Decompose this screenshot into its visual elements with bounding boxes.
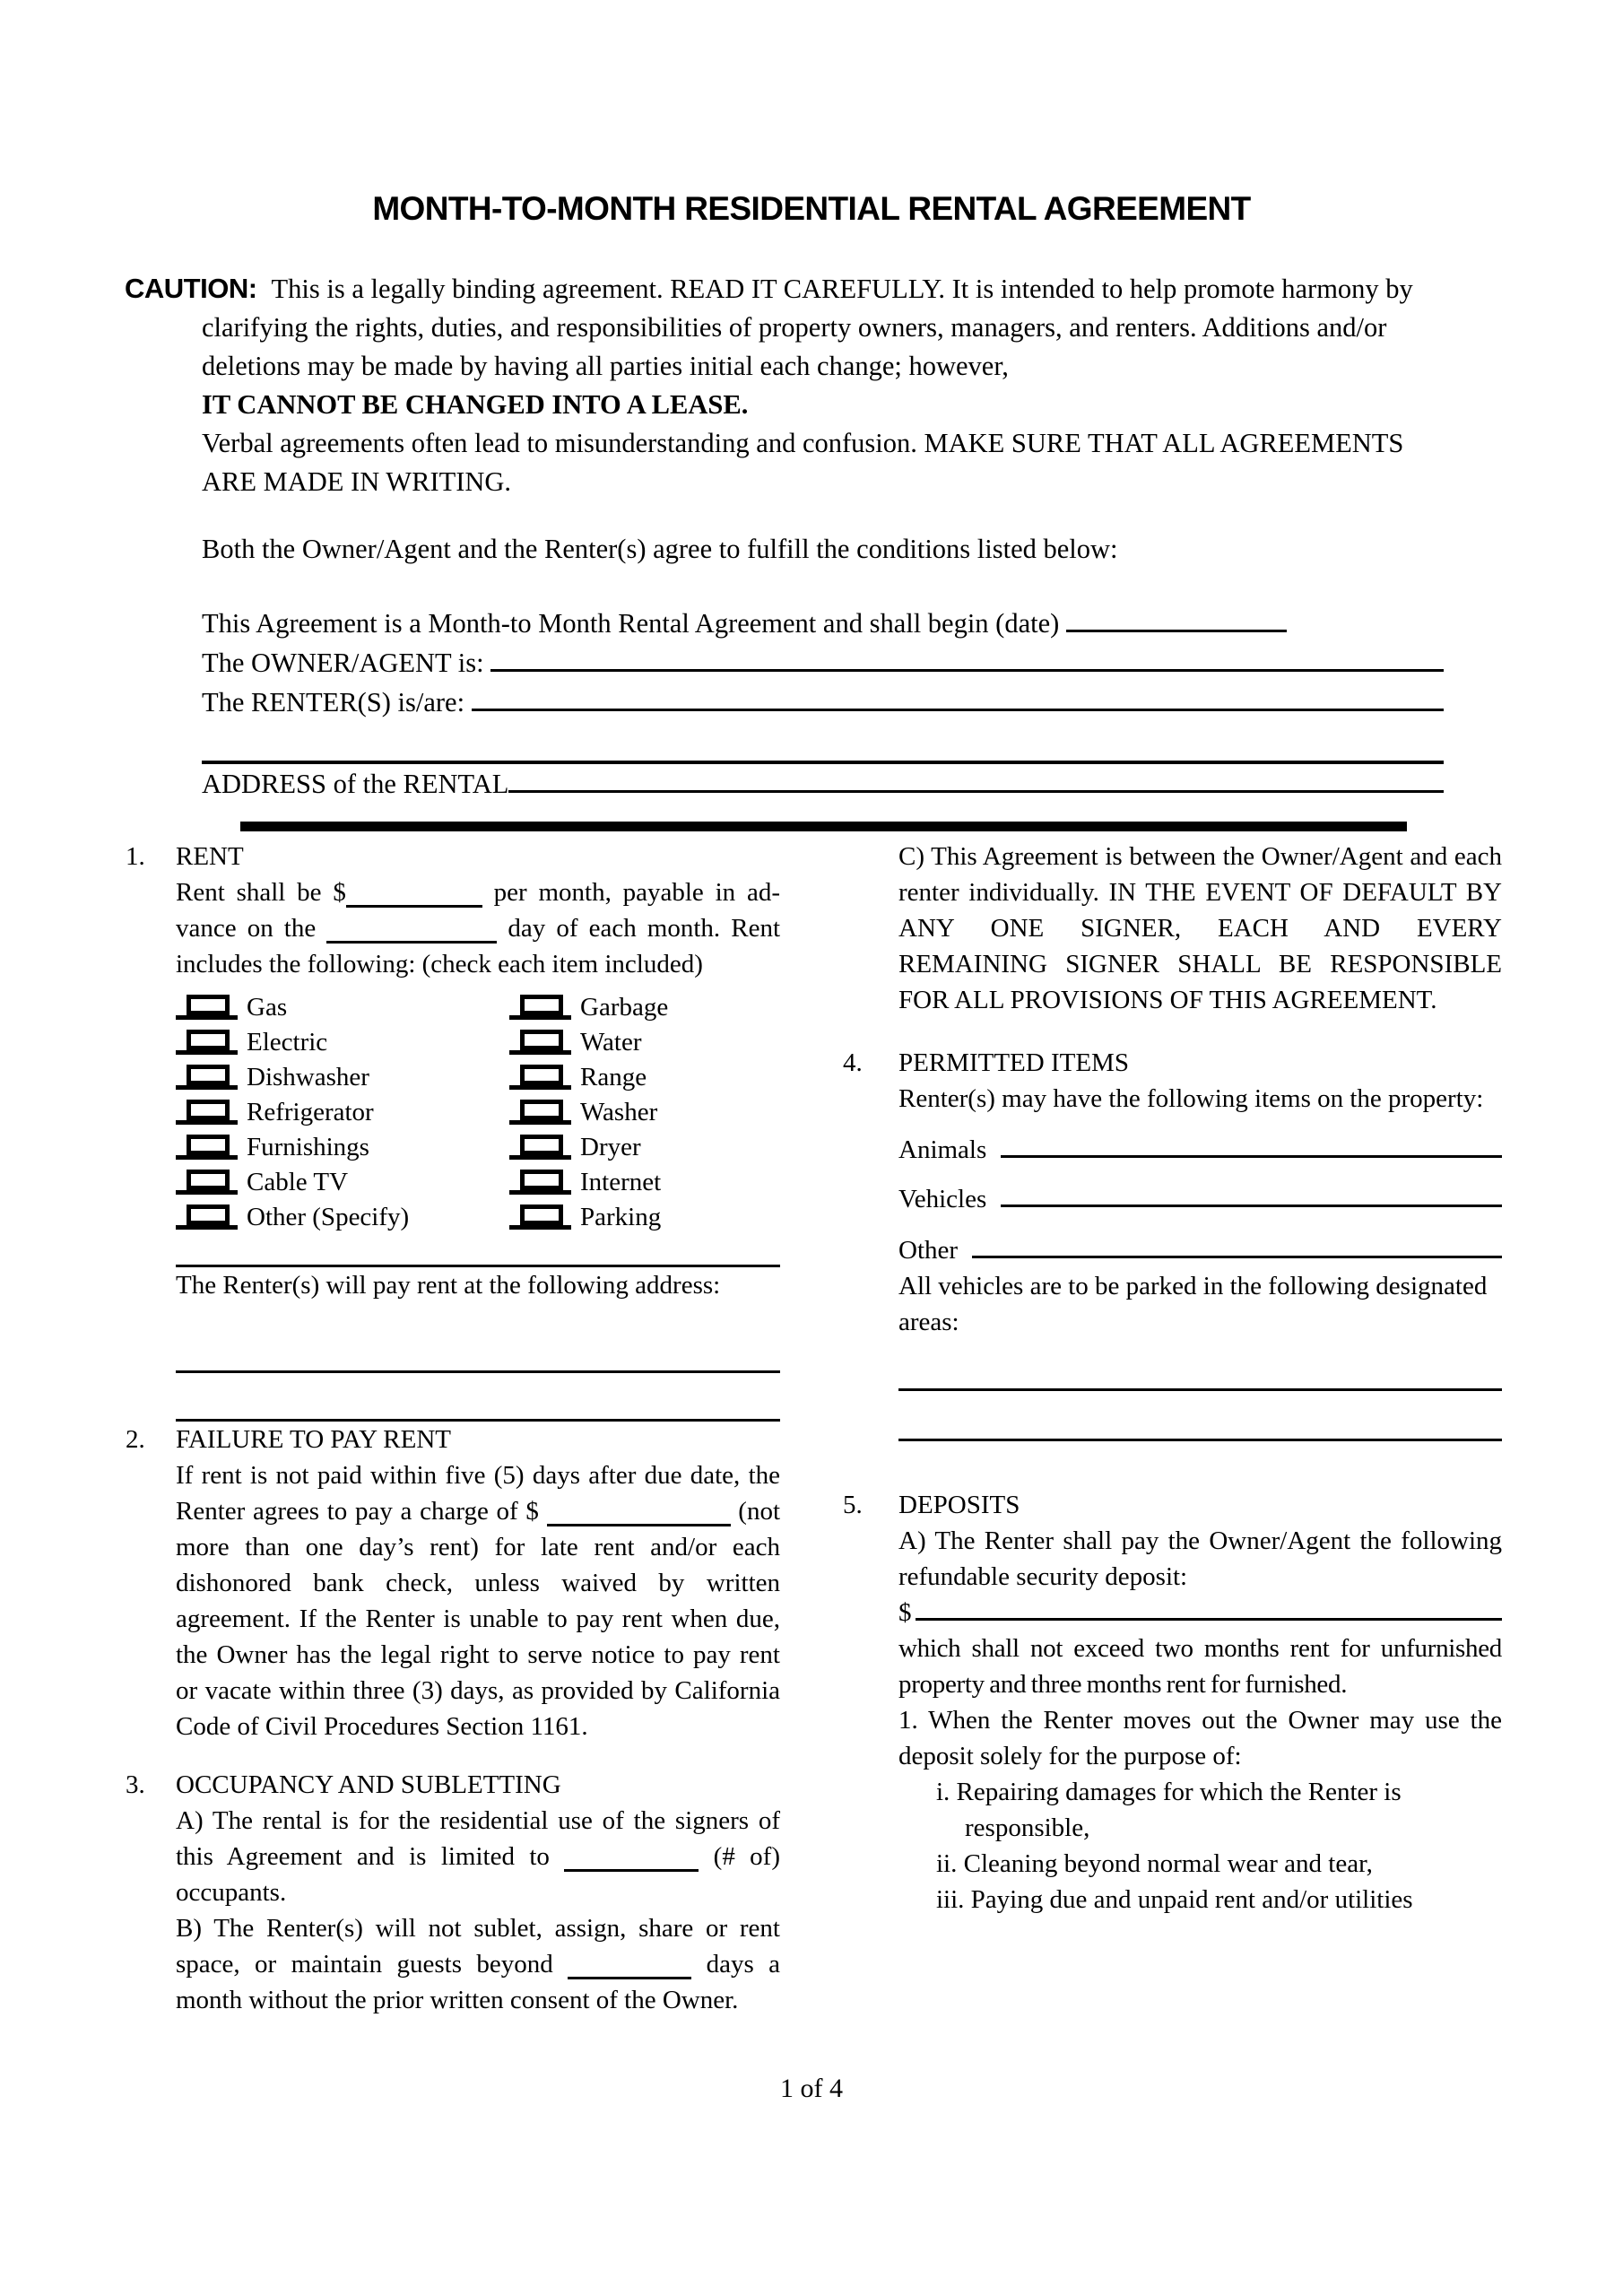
caution-paragraph xyxy=(125,269,1421,386)
checkbox-frame xyxy=(176,1100,238,1125)
cable-tv-checkbox[interactable] xyxy=(187,1170,230,1190)
gas-label: Gas xyxy=(247,992,288,1022)
guest-days-field[interactable] xyxy=(568,1977,691,1979)
deposit-purpose-list xyxy=(936,1774,1502,1918)
rent-include-dishwasher-row xyxy=(176,1059,509,1094)
rent-heading: RENT xyxy=(176,842,244,871)
gas-checkbox[interactable] xyxy=(187,995,230,1015)
deposit-amount-field[interactable] xyxy=(916,1618,1503,1621)
checkbox-frame xyxy=(509,1170,571,1195)
right-column xyxy=(843,839,1502,1918)
vehicles-line xyxy=(898,1181,1502,1217)
washer-checkbox[interactable] xyxy=(520,1100,563,1120)
rent-include-garbage-row xyxy=(509,989,780,1024)
dryer-checkbox[interactable] xyxy=(520,1135,563,1155)
pay-address-note: The Renter(s) will pay rent at the following address: xyxy=(176,1271,721,1300)
garbage-label: Garbage xyxy=(580,992,669,1022)
section-permitted-items xyxy=(843,1045,1502,1441)
electric-checkbox[interactable] xyxy=(187,1030,230,1050)
internet-checkbox[interactable] xyxy=(520,1170,563,1190)
section-1-number: 1. xyxy=(126,842,145,871)
deposit-purpose-ii: ii. Cleaning beyond normal wear and tear, xyxy=(936,1849,1373,1878)
rent-include-dryer-row xyxy=(509,1129,780,1164)
page-title: MONTH-TO-MONTH RESIDENTIAL RENTAL AGREEMENT xyxy=(372,190,1251,227)
electric-label: Electric xyxy=(247,1027,328,1057)
checkbox-frame xyxy=(176,995,238,1020)
section-occupancy xyxy=(126,1767,780,2018)
rent-include-internet-row xyxy=(509,1164,780,1199)
animals-field[interactable] xyxy=(1001,1155,1502,1158)
checkbox-frame xyxy=(509,1205,571,1230)
water-checkbox[interactable] xyxy=(520,1030,563,1050)
parking-checkbox[interactable] xyxy=(520,1205,563,1225)
rent-include-water-row xyxy=(509,1024,780,1059)
no-lease-line: IT CANNOT BE CHANGED INTO A LEASE. xyxy=(202,389,749,420)
parking-area-line-2[interactable] xyxy=(898,1439,1502,1441)
rent-include-refrigerator-row xyxy=(176,1094,509,1129)
vehicles-label: Vehicles xyxy=(898,1185,987,1213)
rent-include-cable-tv-row xyxy=(176,1164,509,1199)
rent-include-other-row xyxy=(176,1199,509,1234)
owner-agent-line xyxy=(202,643,1444,683)
checkbox-frame xyxy=(509,1065,571,1090)
garbage-checkbox[interactable] xyxy=(520,995,563,1015)
rent-include-gas-row xyxy=(176,989,509,1024)
rent-amount-field[interactable] xyxy=(346,905,482,908)
section-rent xyxy=(126,839,780,1422)
washer-label: Washer xyxy=(580,1097,658,1126)
rent-include-washer-row xyxy=(509,1094,780,1129)
range-checkbox[interactable] xyxy=(520,1065,563,1085)
pay-rent-address-line-1[interactable] xyxy=(176,1370,780,1373)
other-label: Other (Specify) xyxy=(247,1202,410,1231)
section-occupancy-c xyxy=(843,839,1502,1018)
failure-heading: FAILURE TO PAY RENT xyxy=(176,1425,451,1454)
rental-address-label: ADDRESS of the RENTAL xyxy=(202,769,509,799)
left-column xyxy=(126,839,780,2018)
furnishings-checkbox[interactable] xyxy=(187,1135,230,1155)
permitted-intro: Renter(s) may have the following items on the property: xyxy=(898,1084,1484,1113)
rent-include-furnishings-row xyxy=(176,1129,509,1164)
intro-block xyxy=(202,529,1444,804)
deposit-cap-paragraph: which shall not exceed two months rent for unfurnished property and three months rent for furnished. xyxy=(898,1634,1502,1699)
checkbox-frame xyxy=(509,1030,571,1055)
furnishings-label: Furnishings xyxy=(247,1132,369,1161)
dryer-label: Dryer xyxy=(580,1132,641,1161)
rental-address-line xyxy=(202,764,1444,804)
begin-date-field[interactable] xyxy=(1066,630,1287,632)
rent-after-day: day of each month. Rent includes the following: (check each item included) xyxy=(176,914,781,978)
occupancy-b-pre: B) The Renter(s) will not sublet, assign, share or rent space, or maintain guests beyond xyxy=(176,1914,780,1979)
animals-label: Animals xyxy=(898,1135,987,1164)
permitted-heading: PERMITTED ITEMS xyxy=(898,1048,1129,1077)
owner-agent-label: The OWNER/AGENT is: xyxy=(202,648,484,678)
deposit-purpose-i: i. Repairing damages for which the Renter is responsible, xyxy=(936,1778,1402,1842)
verbal-agreements-line: Verbal agreements often lead to misunderstanding and confusion. MAKE SURE THAT ALL AGREEMENTS ARE MADE IN WRITING. xyxy=(202,428,1404,497)
occupant-count-field[interactable] xyxy=(564,1869,699,1872)
deposit-purpose-iii: iii. Paying due and unpaid rent and/or utilities xyxy=(936,1885,1413,1914)
occupancy-b-paragraph xyxy=(176,1910,780,2018)
occupancy-a-pre: A) The rental is for the residential use of the signers of this Agreement and is limited to xyxy=(176,1806,780,1871)
other-checkbox[interactable] xyxy=(187,1205,230,1225)
rent-include-electric-row xyxy=(176,1024,509,1059)
parking-area-line-1[interactable] xyxy=(898,1388,1502,1391)
range-label: Range xyxy=(580,1062,647,1091)
section-deposits xyxy=(843,1487,1502,1918)
refrigerator-checkbox[interactable] xyxy=(187,1100,230,1120)
page-number: 1 of 4 xyxy=(780,2074,843,2103)
begin-date-line xyxy=(202,604,1444,643)
included-items-grid xyxy=(176,989,780,1234)
deposit-amount-line xyxy=(898,1595,1502,1631)
deposits-heading: DEPOSITS xyxy=(898,1491,1020,1519)
renters-line xyxy=(202,683,1444,722)
section-divider-bar xyxy=(240,822,1407,831)
checkbox-frame xyxy=(176,1065,238,1090)
checkbox-frame xyxy=(509,1100,571,1125)
failure-paragraph xyxy=(176,1457,780,1744)
rent-due-day-field[interactable] xyxy=(326,941,497,944)
renters-field[interactable] xyxy=(472,709,1444,711)
other-items-label: Other xyxy=(898,1236,959,1265)
agree-text: Both the Owner/Agent and the Renter(s) agree to fulfill the conditions listed below: xyxy=(202,534,1118,564)
vehicles-field[interactable] xyxy=(1001,1205,1502,1207)
other-items-line xyxy=(898,1232,1502,1268)
caution-text: This is a legally binding agreement. READ IT CAREFULLY. It is intended to help promote harmony by clarifying the rights, duties, and responsibilities of property owners, managers, and renters. Additions and/or deletions may be made by having all parties initial each change; however, xyxy=(202,274,1413,381)
late-charge-field[interactable] xyxy=(547,1524,731,1526)
two-column-body xyxy=(126,839,1502,2018)
other-items-field[interactable] xyxy=(972,1256,1502,1258)
section-5-number: 5. xyxy=(843,1491,863,1519)
rent-include-range-row xyxy=(509,1059,780,1094)
rent-paragraph xyxy=(176,874,780,982)
rent-after-amount: per month, payable in advance on the xyxy=(176,878,781,943)
animals-line xyxy=(898,1132,1502,1168)
dishwasher-checkbox[interactable] xyxy=(187,1065,230,1085)
dollar-sign: $ xyxy=(898,1598,912,1627)
internet-label: Internet xyxy=(580,1167,662,1196)
deposits-a-paragraph: A) The Renter shall pay the Owner/Agent the following refundable security deposit: xyxy=(898,1526,1502,1591)
cable-tv-label: Cable TV xyxy=(247,1167,349,1196)
deposit-use-paragraph: 1. When the Renter moves out the Owner may use the deposit solely for the purpose of: xyxy=(898,1706,1502,1770)
owner-agent-field[interactable] xyxy=(490,669,1444,672)
checkbox-frame xyxy=(176,1205,238,1230)
occupancy-a-paragraph xyxy=(176,1803,780,1910)
section-3-number: 3. xyxy=(126,1770,145,1799)
parking-label: Parking xyxy=(580,1202,662,1231)
section-4-number: 4. xyxy=(843,1048,863,1077)
checkbox-frame xyxy=(176,1170,238,1195)
rental-address-field[interactable] xyxy=(508,790,1444,793)
rent-amount-pre: Rent shall be $ xyxy=(176,878,346,907)
rent-include-parking-row xyxy=(509,1199,780,1234)
failure-post: (not more than one day’s rent) for late rent and/or each dishonored bank check, unless waived by written agreement. If the Renter is unable to pay rent when due, the Owner has the legal right to serve notice to pay rent or vacate within three (3) days, as provided by California Code of Civil Procedures Section 1161. xyxy=(176,1497,781,1741)
checkbox-frame xyxy=(509,995,571,1020)
failure-pre: If rent is not paid within five (5) days after due date, the Renter agrees to pay a charge of $ xyxy=(176,1461,780,1526)
checkbox-frame xyxy=(176,1135,238,1160)
caution-block xyxy=(125,269,1421,501)
occupancy-a-post: (# of) occupants. xyxy=(176,1842,780,1907)
occupancy-heading: OCCUPANCY AND SUBLETTING xyxy=(176,1770,561,1799)
occupancy-b-post: days a month without the prior written consent of the Owner. xyxy=(176,1950,781,2014)
dishwasher-label: Dishwasher xyxy=(247,1062,369,1091)
begin-date-text: This Agreement is a Month-to Month Rental Agreement and shall begin (date) xyxy=(202,608,1060,639)
parking-note: All vehicles are to be parked in the following designated areas: xyxy=(898,1272,1488,1336)
checkbox-frame xyxy=(509,1135,571,1160)
renters-label: The RENTER(S) is/are: xyxy=(202,687,465,718)
section-2-number: 2. xyxy=(126,1425,145,1454)
section-failure-to-pay xyxy=(126,1422,780,1744)
caution-label: CAUTION: xyxy=(125,273,257,304)
water-label: Water xyxy=(580,1027,642,1057)
refrigerator-label: Refrigerator xyxy=(247,1097,374,1126)
occupancy-c-paragraph: C) This Agreement is between the Owner/Agent and each renter individually. IN THE EVENT OF DEFAULT BY ANY ONE SIGNER, EACH AND EVERY REMAINING SIGNER SHALL BE RESPONSIBLE FOR ALL PROVISIONS OF THIS AGREEMENT. xyxy=(898,842,1502,1014)
agree-line xyxy=(202,529,1444,569)
checkbox-frame xyxy=(176,1030,238,1055)
